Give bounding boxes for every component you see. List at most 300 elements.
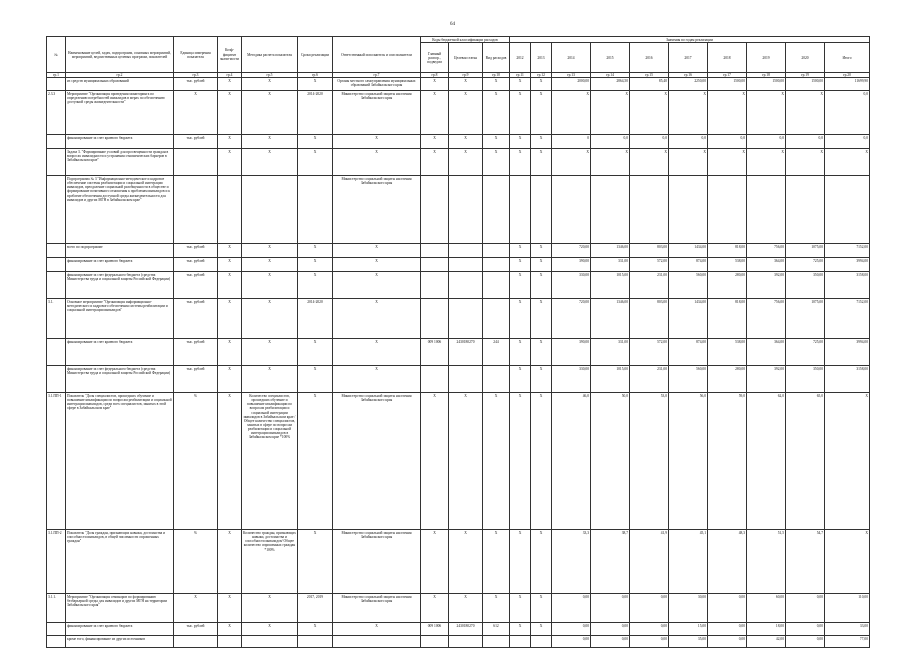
table-cell: 0,00 — [591, 594, 630, 623]
table-cell: Х — [333, 135, 421, 149]
col-number: гр.8 — [421, 73, 449, 78]
table-cell: 390,00 — [552, 258, 591, 272]
table-header — [47, 37, 870, 78]
table-cell: 572,00 — [630, 339, 669, 366]
table-row — [47, 258, 870, 272]
table-cell: Х — [298, 78, 333, 91]
table-cell: Х — [825, 530, 870, 594]
table-cell: Х — [218, 149, 242, 176]
table-cell: Х — [510, 258, 531, 272]
table-cell — [174, 636, 218, 648]
table-cell: Х — [669, 149, 708, 176]
table-cell: 1015,00 — [591, 366, 630, 393]
table-cell: Х — [298, 530, 333, 594]
table-cell: Х — [242, 135, 298, 149]
table-cell: 0,00 — [552, 623, 591, 636]
header-year: 2017 — [669, 43, 708, 73]
table-cell: 560,00 — [669, 366, 708, 393]
table-cell: 2017, 2019 — [298, 594, 333, 623]
table-cell: Х — [531, 366, 552, 393]
table-cell: Х — [510, 339, 531, 366]
table-cell — [449, 272, 483, 299]
table-cell — [47, 78, 66, 91]
table-row — [47, 244, 870, 258]
table-cell: 1346,00 — [591, 299, 630, 339]
table-cell: 803,00 — [630, 244, 669, 258]
header-target-item: Целевая статья — [449, 43, 483, 73]
table-cell: Х — [421, 530, 449, 594]
table-cell: Х — [747, 149, 786, 176]
table-cell: 85,40 — [630, 78, 669, 91]
table-cell — [591, 176, 630, 244]
table-cell: Х — [510, 135, 531, 149]
table-cell: Х — [449, 530, 483, 594]
table-cell: Х — [747, 91, 786, 135]
table-cell: 0,00 — [786, 594, 825, 623]
table-cell: Х — [531, 258, 552, 272]
table-cell: Министерство социальной защиты населения Забайкальского края — [333, 594, 421, 623]
table-cell: 2.3.3 — [47, 91, 66, 135]
table-cell: Х — [786, 91, 825, 135]
table-cell: 364,00 — [747, 339, 786, 366]
table-cell: Х — [483, 530, 510, 594]
table-cell — [47, 135, 66, 149]
table-cell — [747, 176, 786, 244]
table-cell: 0,00 — [708, 594, 747, 623]
table-cell: Х — [333, 272, 421, 299]
table-cell: Х — [510, 594, 531, 623]
table-cell: Х — [531, 594, 552, 623]
table-cell — [47, 623, 66, 636]
table-cell: 1015,00 — [591, 272, 630, 299]
table-cell: Х — [531, 272, 552, 299]
table-cell — [421, 636, 449, 648]
header-year: 2020 — [786, 43, 825, 73]
table-cell — [449, 366, 483, 393]
table-cell: Х — [449, 594, 483, 623]
table-cell: Х — [483, 594, 510, 623]
table-cell: 0,00 — [552, 594, 591, 623]
table-cell: Х — [298, 623, 333, 636]
table-cell: тыс. рублей — [174, 258, 218, 272]
table-cell: Х — [333, 623, 421, 636]
table-cell: Х — [630, 149, 669, 176]
table-cell: 110,00 — [825, 594, 870, 623]
table-row — [47, 78, 870, 91]
table-cell — [174, 149, 218, 176]
table-cell: финансирование за счет краевого бюджета — [66, 339, 174, 366]
col-number: гр.4 — [218, 73, 242, 78]
table-cell: 818,00 — [708, 299, 747, 339]
table-cell — [218, 636, 242, 648]
table-cell: Х — [218, 272, 242, 299]
table-cell: 0,00 — [708, 623, 747, 636]
table-cell: Министерство социальной защиты населения Забайкальского края — [333, 91, 421, 135]
table-cell: 874,00 — [669, 339, 708, 366]
table-cell: Х — [421, 594, 449, 623]
col-number: гр.12 — [531, 73, 552, 78]
table-cell: 1075,00 — [786, 299, 825, 339]
table-cell: 331,00 — [591, 339, 630, 366]
table-cell: 725,00 — [786, 258, 825, 272]
table-cell: тыс. рублей — [174, 272, 218, 299]
table-cell: 392,00 — [747, 366, 786, 393]
table-cell: 65,0 — [786, 393, 825, 530]
table-cell: 59,0 — [708, 393, 747, 530]
table-cell: Х — [708, 149, 747, 176]
table-cell: Министерство социальной защиты населения Забайкальского края — [333, 393, 421, 530]
table-cell: Х — [510, 244, 531, 258]
table-cell: 35,00 — [669, 636, 708, 648]
table-cell — [552, 176, 591, 244]
table-row — [47, 594, 870, 623]
table-cell: Х — [510, 299, 531, 339]
table-cell: 2430180270 — [449, 623, 483, 636]
table-cell: 3158,00 — [825, 366, 870, 393]
table-cell: Х — [242, 149, 298, 176]
header-year: 2013 — [531, 43, 552, 73]
table-cell: 3.1. — [47, 299, 66, 339]
table-cell — [449, 244, 483, 258]
table-cell: 0,00 — [552, 636, 591, 648]
table-cell: Х — [242, 78, 298, 91]
table-cell: Х — [298, 149, 333, 176]
table-cell: 1434,00 — [669, 299, 708, 339]
table-row — [47, 393, 870, 530]
table-cell: 3158,00 — [825, 272, 870, 299]
header-exp-type: Вид расходов — [483, 43, 510, 73]
table-cell: 62,0 — [747, 393, 786, 530]
table-cell: 7152,00 — [825, 244, 870, 258]
table-cell: 330,00 — [552, 366, 591, 393]
table-cell: 48,3 — [708, 530, 747, 594]
col-number: гр.7 — [333, 73, 421, 78]
table-row — [47, 272, 870, 299]
table-cell: финансирование за счет федерального бюджета (средства Министерства труда и социальной защиты Российской Федерации) — [66, 366, 174, 393]
table-cell: Х — [421, 78, 449, 91]
table-cell — [483, 366, 510, 393]
table-cell: 3994,00 — [825, 258, 870, 272]
table-cell: Министерство социальной защиты населения Забайкальского края — [333, 176, 421, 244]
header-year: 2016 — [630, 43, 669, 73]
table-cell: 0,0 — [825, 135, 870, 149]
table-cell: 46,0 — [552, 393, 591, 530]
table-cell: финансирование за счет федерального бюджета (средства Министерства труда и социальной защиты Российской Федерации) — [66, 272, 174, 299]
table-cell: 0,00 — [591, 623, 630, 636]
table-cell: Х — [786, 149, 825, 176]
header-name: Наименование целей, задач, подпрограмм, основных мероприятий, мероприятий, ведомственных целевых программ, показателей — [66, 37, 174, 73]
col-number: гр.19 — [786, 73, 825, 78]
table-row — [47, 339, 870, 366]
table-cell: Х — [218, 366, 242, 393]
table-cell: Х — [510, 366, 531, 393]
table-cell: 41,9 — [630, 530, 669, 594]
table-cell — [421, 244, 449, 258]
table-cell: Х — [630, 91, 669, 135]
table-cell: Х — [298, 366, 333, 393]
table-cell — [669, 176, 708, 244]
table-cell: 364,00 — [747, 258, 786, 272]
table-cell: Х — [669, 91, 708, 135]
table-cell: Количество специалистов, прошедших обучение и повышение квалификации по вопросам реабилитации и социальной интеграции инвалидов в Забайкальском крае / Общее количество специалистов, занятых в сфере по вопросам реабилитации и социальной интеграции инвалидов в Забайкальском крае *100% — [242, 393, 298, 530]
table-cell: Х — [218, 530, 242, 594]
table-cell: 572,00 — [630, 258, 669, 272]
table-cell — [510, 636, 531, 648]
table-cell: Х — [298, 393, 333, 530]
table-cell: финансирование за счет краевого бюджета — [66, 258, 174, 272]
table-cell: Х — [218, 623, 242, 636]
table-cell: Мероприятие "Организация проведения мониторинга по определению потребностей инвалидов в мерах по обеспечению доступной среды жизнедеятельности" — [66, 91, 174, 135]
table-cell — [298, 636, 333, 648]
table-cell: 756,00 — [747, 244, 786, 258]
table-cell: тыс. рублей — [174, 135, 218, 149]
page-number: 64 — [450, 22, 455, 27]
table-cell: 756,00 — [747, 299, 786, 339]
table-cell: Х — [483, 393, 510, 530]
table-cell: тыс. рублей — [174, 623, 218, 636]
col-number: гр.16 — [669, 73, 708, 78]
header-main-manager: Главный распор., подведом — [421, 43, 449, 73]
table-row — [47, 149, 870, 176]
table-cell: 231,00 — [630, 272, 669, 299]
table-cell: Х — [510, 91, 531, 135]
table-cell: 42,00 — [747, 636, 786, 648]
table-cell: Х — [531, 135, 552, 149]
header-no: № — [47, 37, 66, 73]
table-cell: 009 1006 — [421, 623, 449, 636]
col-number: гр.18 — [747, 73, 786, 78]
table-cell: Х — [510, 149, 531, 176]
col-number: гр.17 — [708, 73, 747, 78]
table-cell — [531, 176, 552, 244]
table-cell — [174, 176, 218, 244]
table-cell: Х — [421, 135, 449, 149]
table-cell: кроме того, финансирование из других источников — [66, 636, 174, 648]
table-cell — [421, 176, 449, 244]
table-cell: 45,1 — [669, 530, 708, 594]
col-number: гр.5 — [242, 73, 298, 78]
table-cell: Х — [242, 339, 298, 366]
table-cell: всего по подпрограмме — [66, 244, 174, 258]
table-cell: 30,00 — [669, 594, 708, 623]
table-cell: 50,0 — [591, 393, 630, 530]
table-cell: 1346,00 — [591, 244, 630, 258]
table-cell: Х — [449, 78, 483, 91]
table-cell: Х — [218, 258, 242, 272]
table-cell: 390,00 — [552, 339, 591, 366]
table-cell — [47, 366, 66, 393]
table-cell: финансирование за счет краевого бюджета — [66, 623, 174, 636]
table-cell: 54,7 — [786, 530, 825, 594]
table-cell: тыс. рублей — [174, 366, 218, 393]
table-cell: из средств муниципальных образований — [66, 78, 174, 91]
col-number: гр.6 — [298, 73, 333, 78]
table-cell: Х — [242, 244, 298, 258]
col-number: гр.11 — [510, 73, 531, 78]
col-number: гр.1 — [47, 73, 66, 78]
header-unit: Единица измерения показателя — [174, 37, 218, 73]
table-cell: 0 — [552, 135, 591, 149]
table-cell: Х — [242, 623, 298, 636]
table-cell: Х — [218, 594, 242, 623]
table-cell: Х — [825, 149, 870, 176]
table-cell — [242, 176, 298, 244]
table-cell: Х — [298, 258, 333, 272]
table-cell: Х — [531, 78, 552, 91]
table-cell — [47, 176, 66, 244]
table-cell: Показатель "Доля специалистов, прошедших обучение и повышение квалификации по вопросам реабилитации и социальной интеграции инвалидов, среди всех специалистов, занятых в этой сфере в Забайкальском крае" — [66, 393, 174, 530]
col-number: гр.15 — [630, 73, 669, 78]
table-cell: 0,0 — [786, 135, 825, 149]
table-cell: 3.1.ПП-1 — [47, 393, 66, 530]
table-cell: 0,0 — [708, 135, 747, 149]
table-row — [47, 530, 870, 594]
header-budget-codes: Коды бюджетной классификации расходов — [421, 37, 510, 43]
table-cell: 560,00 — [669, 272, 708, 299]
table-cell: 7152,00 — [825, 299, 870, 339]
table-cell: Х — [333, 366, 421, 393]
table-cell: Х — [510, 272, 531, 299]
table-cell — [47, 149, 66, 176]
table-cell — [218, 176, 242, 244]
table-cell — [449, 636, 483, 648]
table-cell: 538,00 — [708, 258, 747, 272]
table-cell: финансирование за счет краевого бюджета — [66, 135, 174, 149]
table-cell: 2014-2020 — [298, 299, 333, 339]
table-cell: Х — [591, 149, 630, 176]
col-number: гр.20 — [825, 73, 870, 78]
table-cell: 725,00 — [786, 339, 825, 366]
table-cell: Х — [825, 393, 870, 530]
header-year: 2014 — [552, 43, 591, 73]
table-cell: 803,00 — [630, 299, 669, 339]
table-cell: тыс. рублей — [174, 78, 218, 91]
table-cell: 2250,00 — [669, 78, 708, 91]
table-cell: Х — [242, 299, 298, 339]
table-cell: 720,00 — [552, 299, 591, 339]
table-cell — [47, 258, 66, 272]
table-cell: Министерство социальной защиты населения Забайкальского края — [333, 530, 421, 594]
table-cell — [421, 258, 449, 272]
table-cell — [421, 366, 449, 393]
table-cell — [449, 258, 483, 272]
table-cell: Х — [510, 623, 531, 636]
table-cell: 0,00 — [708, 636, 747, 648]
table-cell: Х — [333, 299, 421, 339]
table-cell: Х — [552, 149, 591, 176]
table-cell: 3.1.1. — [47, 594, 66, 623]
table-cell: Х — [531, 299, 552, 339]
table-cell: 009 1006 — [421, 339, 449, 366]
table-cell: тыс. рублей — [174, 299, 218, 339]
table-cell: 11699,90 — [825, 78, 870, 91]
table-cell: Подпрограмма № 3 "Информационно-методическое и кадровое обеспечение системы реабилитации и социальной интеграции инвалидов, преодоление социальной разобщенности в обществе и формирование позитивного отношения к проблемам инвалидов и к проблеме обеспечения доступной среды жизнедеятельности для инвалидов и других МГН в Забайкальском крае" — [66, 176, 174, 244]
table-cell: Х — [333, 339, 421, 366]
table-cell: Х — [298, 272, 333, 299]
table-cell: 2014-2020 — [298, 91, 333, 135]
table-cell: 0,00 — [786, 623, 825, 636]
table-cell: Х — [298, 135, 333, 149]
table-cell — [298, 176, 333, 244]
table-cell: Х — [483, 135, 510, 149]
table-cell: 612 — [483, 623, 510, 636]
table-cell: 77,00 — [825, 636, 870, 648]
table-cell: 53,0 — [630, 393, 669, 530]
table-cell: Х — [218, 339, 242, 366]
table-cell: 2864,50 — [591, 78, 630, 91]
table-cell: Количество граждан, признающих навыки, достоинства и способности инвалидов/ Общее количество опрошенных граждан *100% — [242, 530, 298, 594]
header-year: 2019 — [747, 43, 786, 73]
table-cell — [47, 244, 66, 258]
table-cell — [421, 272, 449, 299]
table-cell: 350,00 — [786, 272, 825, 299]
table-row — [47, 176, 870, 244]
table-cell: 0,0 — [669, 135, 708, 149]
table-row — [47, 636, 870, 648]
table-cell: 0,00 — [786, 636, 825, 648]
table-cell: Х — [333, 258, 421, 272]
table-cell — [449, 299, 483, 339]
table-cell: 2000,00 — [552, 78, 591, 91]
table-cell — [47, 636, 66, 648]
table-cell — [242, 636, 298, 648]
table-cell: Х — [449, 393, 483, 530]
table-cell: 33,00 — [825, 623, 870, 636]
table-cell: 0,00 — [630, 623, 669, 636]
table-cell: 60,00 — [747, 594, 786, 623]
header-coef: Коэф-фициент значи-мости — [218, 37, 242, 73]
table-cell — [825, 176, 870, 244]
table-cell: 0,0 — [825, 91, 870, 135]
header-total: Итого — [825, 43, 870, 73]
table-cell: 38,7 — [591, 530, 630, 594]
table-cell: Х — [298, 244, 333, 258]
table-cell: Мероприятие "Организация семинаров по формированию безбарьерной среды для инвалидов и других МГН на территории Забайкальского края" — [66, 594, 174, 623]
table-cell — [47, 272, 66, 299]
header-year: 2015 — [591, 43, 630, 73]
table-cell: Х — [218, 244, 242, 258]
table-cell: Х — [531, 339, 552, 366]
table-cell: Х — [449, 149, 483, 176]
table-cell: 51,5 — [747, 530, 786, 594]
table-cell: 1500,00 — [747, 78, 786, 91]
table-cell: Х — [531, 623, 552, 636]
table-cell: 538,00 — [708, 339, 747, 366]
table-cell: Х — [218, 299, 242, 339]
table-cell: 331,00 — [591, 258, 630, 272]
table-cell — [786, 176, 825, 244]
table-cell: Х — [421, 149, 449, 176]
table-cell: 720,00 — [552, 244, 591, 258]
table-cell: Х — [449, 91, 483, 135]
table-cell: Х — [218, 393, 242, 530]
table-cell — [531, 636, 552, 648]
table-cell: Органы местного самоуправления муниципальных образований Забайкальского края — [333, 78, 421, 91]
col-number: гр.10 — [483, 73, 510, 78]
table-cell: Х — [242, 366, 298, 393]
table-cell: Х — [591, 91, 630, 135]
table-cell — [421, 299, 449, 339]
table-cell — [483, 244, 510, 258]
table-cell: 1075,00 — [786, 244, 825, 258]
table-cell — [510, 176, 531, 244]
table-cell: тыс. рублей — [174, 339, 218, 366]
table-cell: Х — [174, 594, 218, 623]
table-cell: % — [174, 530, 218, 594]
table-row — [47, 135, 870, 149]
table-cell: Х — [218, 91, 242, 135]
table-cell: 231,00 — [630, 366, 669, 393]
